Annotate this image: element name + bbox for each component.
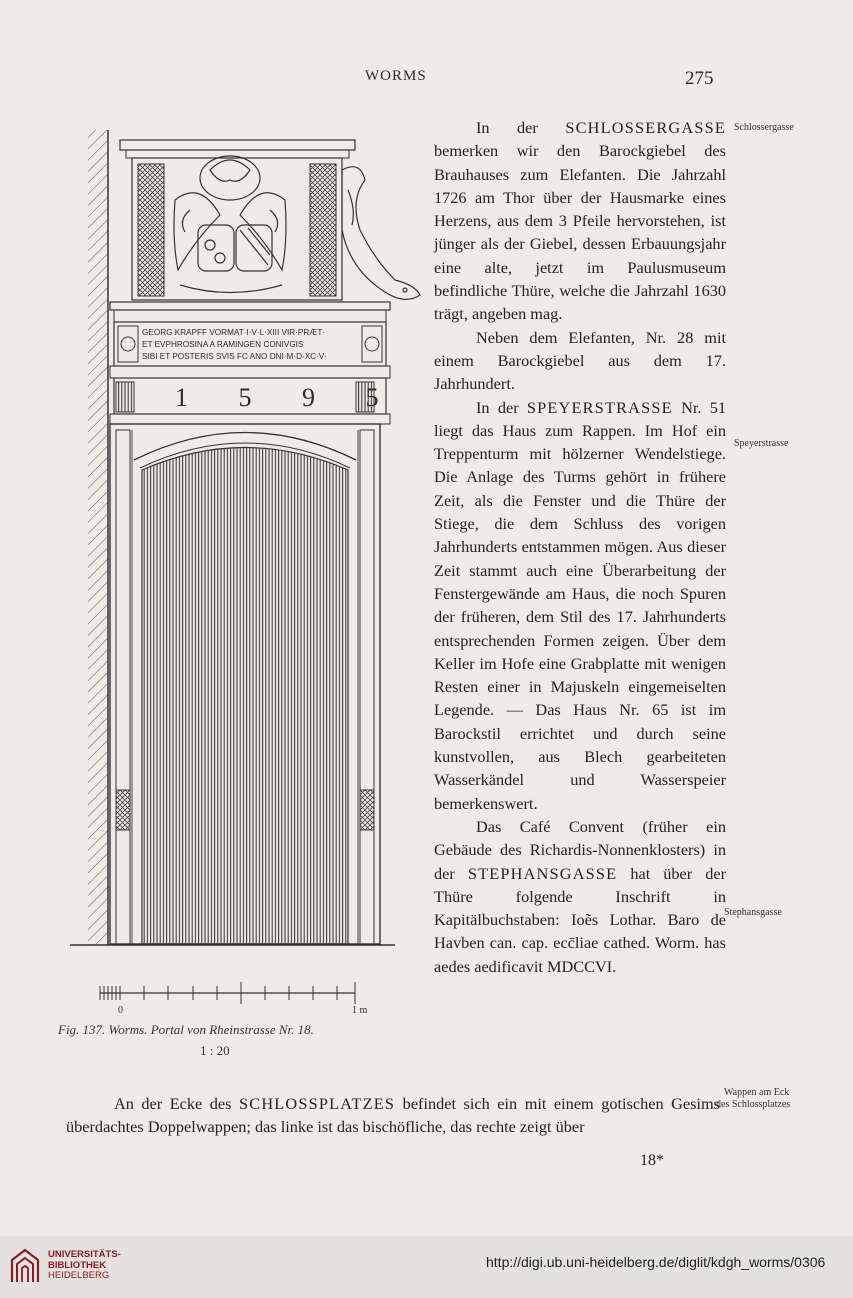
logo-line-3: HEIDELBERG <box>48 1270 110 1281</box>
running-head <box>0 68 853 92</box>
figure-scale: 1 : 20 <box>200 1043 230 1058</box>
running-head-title: WORMS <box>365 68 427 84</box>
margin-note-stephansgasse: Stephansgasse <box>724 907 782 918</box>
logo-line-2: BIBLIOTHEK <box>48 1259 107 1271</box>
inscription-line-3: SIBI ET POSTERIS SVIS FC ANO DNI·M·D·XC·V· <box>142 352 327 361</box>
door-leaf <box>142 448 348 945</box>
paragraph-2: Neben dem Elefanten, Nr. 28 mit einem Barockgiebel aus dem 17. Jahrhundert. <box>434 327 726 394</box>
dolphin-bracket-icon <box>342 167 420 300</box>
scale-zero-label: 0 <box>118 1005 123 1016</box>
wall-hatch <box>88 130 108 945</box>
figure-caption: Fig. 137. Worms. Portal von Rheinstrasse Nr. 18. <box>58 1022 314 1037</box>
signature-mark: 18* <box>640 1152 664 1169</box>
street-name: STEPHANSGASSE <box>467 863 618 883</box>
paragraph-1: In der SCHLOSSERGASSE bemerken wir den Barockgiebel des Brauhauses zum Elefanten. Die Jahrzahl 1726 am Thor über der Hausmarke eines Herzens, aus dem 3 Pfeile hervorstehen, ist jünger als der Giebel, dessen Erbauungsjahr eine alte, jetzt im Paulusmuseum befindliche Thüre, welche die Jahrzahl 1630 trägt, angeben mag. <box>434 118 726 324</box>
body-text <box>434 116 726 978</box>
permalink-url[interactable]: http://digi.ub.uni-heidelberg.de/diglit/kdgh_worms/0306 <box>486 1254 826 1270</box>
bottom-paragraph <box>66 1092 720 1139</box>
street-name: SCHLOSSERGASSE <box>565 118 726 137</box>
margin-note-schlossergasse: Schlossergasse <box>734 122 794 133</box>
logo-line-1: UNIVERSITÄTS- <box>48 1249 121 1260</box>
inscription-line-2: ET EVPHROSINA A RAMINGEN CONIVGIS <box>142 340 304 349</box>
margin-note-speyerstrasse: Speyerstrasse <box>734 438 789 449</box>
margin-note-wappen-1: Wappen am Eck <box>724 1087 790 1098</box>
year-1595: 1 5 9 5 <box>175 383 401 412</box>
street-name: SCHLOSSPLATZES <box>239 1094 396 1113</box>
library-logo-icon[interactable] <box>8 1248 42 1284</box>
scale-end-label: 1 m <box>352 1005 368 1016</box>
paragraph-4: Das Café Convent (früher ein Gebäude des Richardis-Nonnenklosters) in der STEPHANSGASSE hat über der Thüre folgende Inschrift in Kapitälbuchstaben: Ioẽs Lothar. Baro de Havben can. cap. ecc̄liae cathed. Worm. has aedes aedificavit MDCCVI. <box>434 816 726 976</box>
scale-bar <box>100 982 355 1004</box>
portal-figure <box>60 120 430 1040</box>
page-number: 275 <box>685 68 714 89</box>
street-name: SPEYERSTRASSE <box>526 397 673 417</box>
paragraph-3: In der SPEYERSTRASSE Nr. 51 liegt das Haus zum Rappen. Im Hof ein Treppenturm mit hölzerner Wendelstiege. Die Anlage des Turms gehört in frühere Zeit, als die Fenster und die Thüre der Stiege, die dem Schluss des vorigen Jahrhunderts entstammen mögen. Aus dieser Zeit stammt auch eine Überarbeitung der Fenstergewände am Haus, die noch Spuren der früheren, dem Stil des 17. Jahrhunderts entsprechenden Formen zeigen. Über dem Keller im Hofe eine Grabplatte mit wenigen Resten einer in Majuskeln eingemeiselten Legende. — Das Haus Nr. 65 ist im Barockstil errichtet und durch seine kunstvollen, aus Blech gearbeiteten Wasserkändel und Wasserspeier bemerkenswert. <box>434 397 726 813</box>
coat-of-arms <box>174 156 286 293</box>
library-logo-text[interactable] <box>48 1250 121 1282</box>
margin-note-wappen-2: des Schlossplatzes <box>716 1099 791 1110</box>
inscription-line-1: GEORG KRAPFF VORMAT·I·V·L·XIII VIR·PRÆT· <box>142 328 326 337</box>
paragraph-bottom: An der Ecke des SCHLOSSPLATZES befindet sich ein mit einem gotischen Gesims überdachtes Doppelwappen; das linke ist das bischöfliche, das rechte zeigt über <box>66 1094 720 1137</box>
